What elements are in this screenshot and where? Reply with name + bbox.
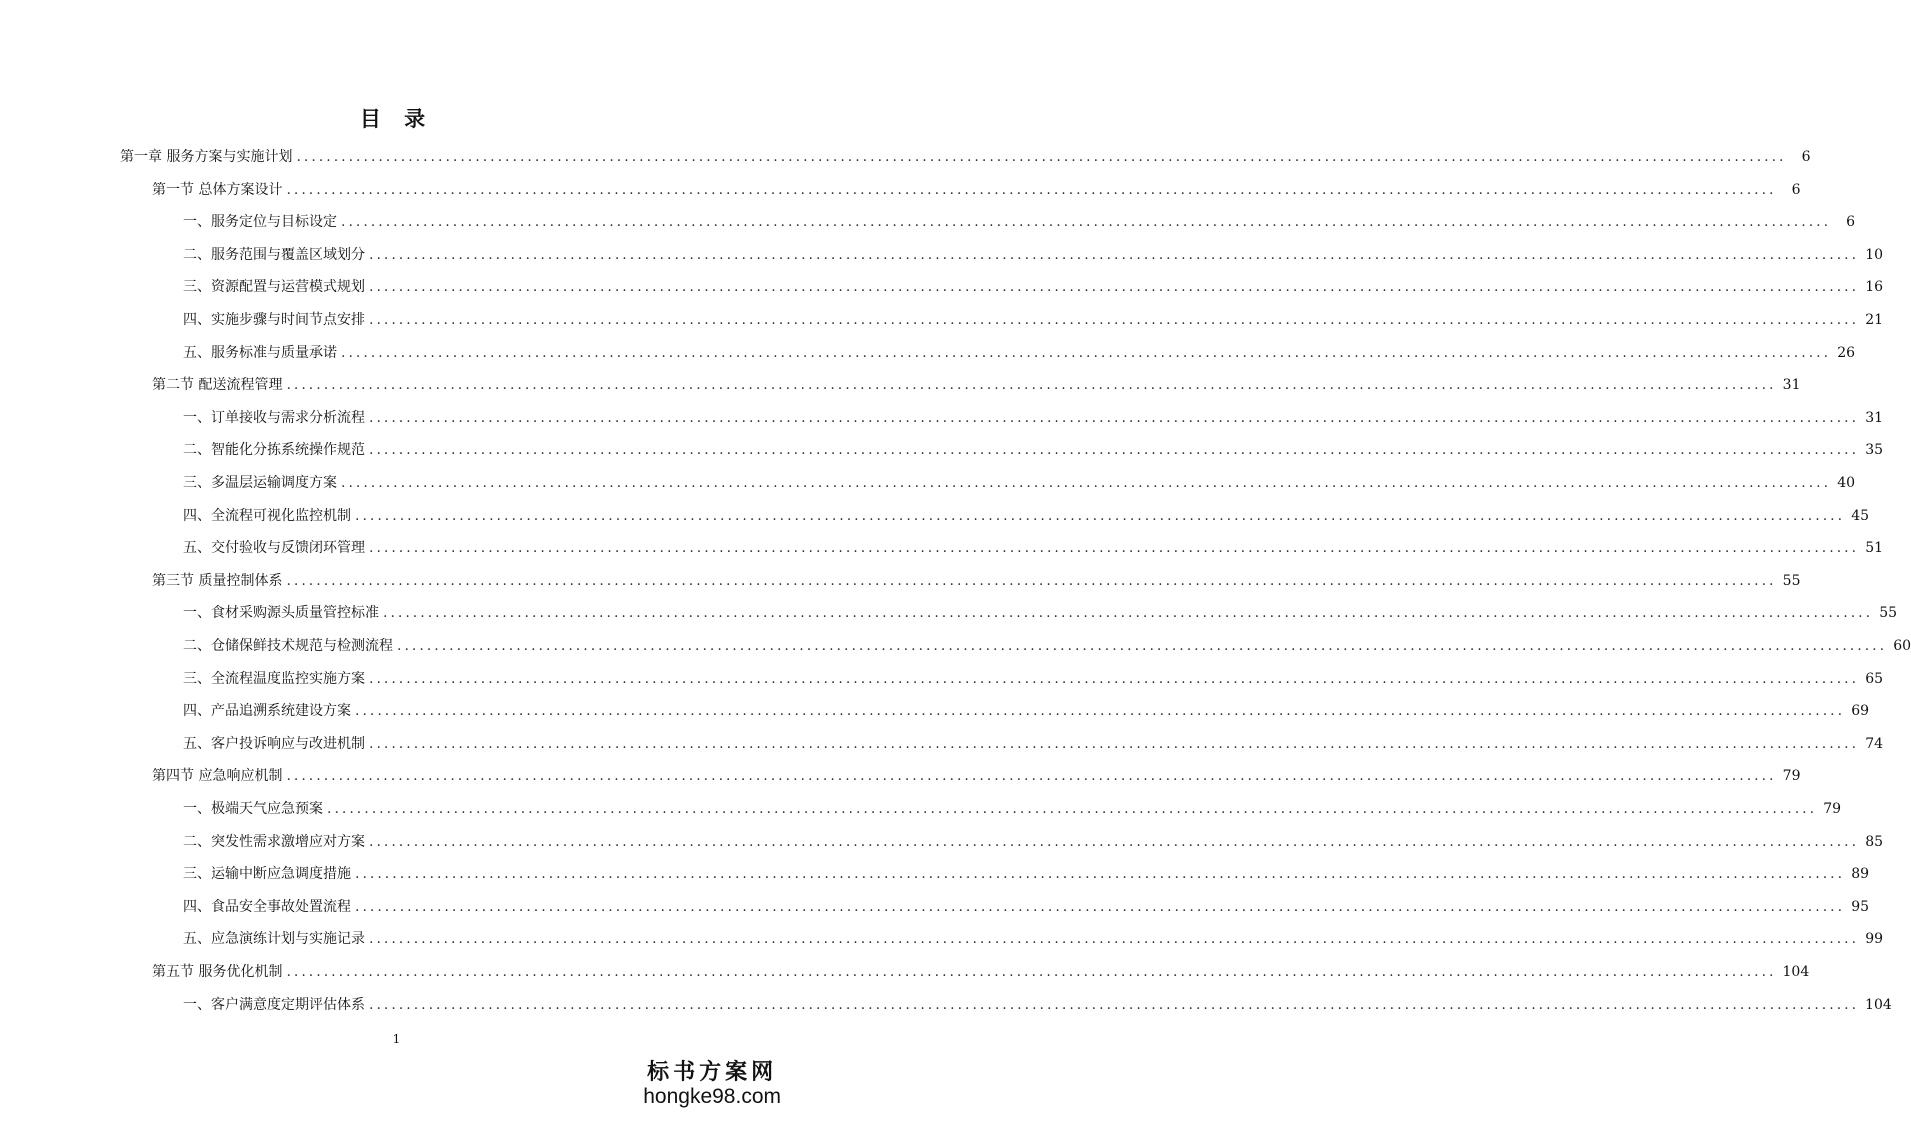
toc-entry-label: 第四节 应急响应机制 (152, 768, 283, 785)
toc-entry[interactable] (183, 729, 1884, 759)
toc-entry-page: 35 (1865, 442, 1884, 459)
toc-entry-label: 五、交付验收与反馈闭环管理 (183, 540, 365, 557)
toc-entry-label: 第一章 服务方案与实施计划 (120, 149, 293, 165)
toc-entry-page: 31 (1865, 409, 1884, 426)
toc-entry-label: 四、产品追溯系统建设方案 (183, 703, 351, 720)
toc-entry-label: 五、服务标准与质量承诺 (183, 344, 337, 361)
toc-title: 目 录 (359, 106, 434, 131)
toc-entry[interactable] (183, 794, 1842, 824)
toc-entry[interactable] (183, 664, 1884, 694)
toc-leader-dots: ........................................................................................................................................................................................................ (286, 768, 1777, 785)
toc-entry-label: 二、突发性需求激增应对方案 (183, 833, 365, 850)
toc-entry-page: 51 (1865, 540, 1884, 557)
toc-entry-page: 6 (1801, 149, 1811, 165)
toc-entry[interactable] (152, 370, 1801, 400)
toc-leader-dots: ........................................................................................................................................................................................................ (369, 931, 1860, 948)
toc-entry-page: 89 (1851, 866, 1870, 883)
toc-entry[interactable] (183, 468, 1856, 498)
toc-entry[interactable] (183, 598, 1898, 628)
toc-entry-label: 五、应急演练计划与实施记录 (183, 931, 365, 948)
toc-leader-dots: ........................................................................................................................................................................................................ (286, 181, 1777, 198)
toc-entry-page: 79 (1823, 801, 1842, 817)
toc-entry-page: 6 (1846, 214, 1856, 231)
toc-entry-label: 一、订单接收与需求分析流程 (183, 409, 365, 426)
toc-leader-dots: ........................................................................................................................................................................................................ (286, 377, 1777, 394)
toc-entry[interactable] (183, 501, 1870, 531)
toc-entry[interactable] (183, 338, 1856, 368)
toc-entry-page: 10 (1865, 246, 1884, 263)
toc-leader-dots: ........................................................................................................................................................................................................ (369, 312, 1860, 328)
toc-entry-page: 85 (1865, 833, 1884, 850)
toc-entry-label: 二、智能化分拣系统操作规范 (183, 442, 365, 459)
toc-entry-label: 四、全流程可视化监控机制 (183, 507, 351, 524)
toc-leader-dots: ........................................................................................................................................................................................................ (341, 214, 1832, 231)
toc-entry-page: 40 (1837, 475, 1856, 491)
toc-entry-page: 104 (1865, 996, 1892, 1013)
toc-leader-dots: ........................................................................................................................................................................................................ (286, 572, 1777, 589)
toc-leader-dots: ........................................................................................................................................................................................................ (341, 475, 1832, 491)
toc-entry-label: 四、实施步骤与时间节点安排 (183, 312, 365, 328)
toc-entry-label: 一、极端天气应急预案 (183, 801, 323, 817)
toc-entry-label: 二、仓储保鲜技术规范与检测流程 (183, 638, 393, 654)
toc-entry[interactable] (183, 696, 1870, 726)
toc-entry-label: 三、全流程温度监控实施方案 (183, 670, 365, 687)
toc-leader-dots: ........................................................................................................................................................................................................ (369, 996, 1860, 1013)
toc-entry[interactable] (183, 305, 1884, 335)
toc-entry[interactable] (183, 631, 1911, 661)
toc-entry-label: 第三节 质量控制体系 (152, 572, 283, 589)
toc-entry[interactable] (183, 207, 1856, 237)
toc-entry-page: 26 (1837, 344, 1856, 361)
toc-leader-dots: ........................................................................................................................................................................................................ (355, 866, 1846, 883)
toc-entry-label: 五、客户投诉响应与改进机制 (183, 735, 365, 752)
toc-entry[interactable] (152, 175, 1801, 205)
toc-entry-label: 三、运输中断应急调度措施 (183, 866, 351, 883)
toc-leader-dots: ........................................................................................................................................................................................................ (369, 246, 1860, 263)
toc-entry-page: 99 (1865, 931, 1884, 948)
toc-entry[interactable] (152, 566, 1801, 596)
toc-leader-dots: ........................................................................................................................................................................................................ (341, 344, 1832, 361)
toc-leader-dots: ........................................................................................................................................................................................................ (286, 964, 1777, 980)
toc-leader-dots: ........................................................................................................................................................................................................ (369, 833, 1860, 850)
toc-entry-label: 三、多温层运输调度方案 (183, 475, 337, 491)
toc-entry[interactable] (120, 142, 1811, 172)
toc-entry-label: 一、食材采购源头质量管控标准 (183, 605, 379, 622)
toc-entry-page: 95 (1851, 898, 1870, 915)
toc-leader-dots: ........................................................................................................................................................................................................ (369, 442, 1860, 459)
toc-entry-page: 45 (1851, 507, 1870, 524)
toc-entry-label: 四、食品安全事故处置流程 (183, 898, 351, 915)
toc-leader-dots: ........................................................................................................................................................................................................ (355, 507, 1846, 524)
toc-leader-dots: ........................................................................................................................................................................................................ (355, 898, 1846, 915)
toc-entry[interactable] (183, 240, 1884, 270)
toc-entry[interactable] (183, 533, 1884, 563)
toc-leader-dots: ........................................................................................................................................................................................................ (369, 670, 1860, 687)
toc-entry[interactable] (183, 272, 1884, 302)
toc-leader-dots: ........................................................................................................................................................................................................ (369, 279, 1860, 296)
toc-entry-label: 一、服务定位与目标设定 (183, 214, 337, 231)
toc-leader-dots: ........................................................................................................................................................................................................ (327, 801, 1818, 817)
toc-leader-dots: ........................................................................................................................................................................................................ (369, 735, 1860, 752)
toc-entry[interactable] (183, 924, 1884, 954)
toc-entry-page: 31 (1782, 377, 1801, 394)
toc-entry-page: 21 (1865, 312, 1884, 328)
toc-entry-page: 104 (1782, 964, 1810, 980)
toc-entry-label: 第五节 服务优化机制 (152, 964, 283, 980)
toc-entry[interactable] (152, 957, 1810, 987)
toc-entry-page: 79 (1782, 768, 1801, 785)
toc-entry[interactable] (183, 892, 1870, 922)
toc-leader-dots: ........................................................................................................................................................................................................ (397, 638, 1888, 654)
toc-entry-page: 16 (1865, 279, 1884, 296)
toc-entry-page: 69 (1851, 703, 1870, 720)
toc-entry-page: 6 (1791, 181, 1801, 198)
toc-entry[interactable] (183, 403, 1884, 433)
toc-entry[interactable] (183, 859, 1870, 889)
toc-entry[interactable] (183, 827, 1884, 857)
toc-entry[interactable] (183, 435, 1884, 465)
toc-leader-dots: ........................................................................................................................................................................................................ (369, 409, 1860, 426)
toc-leader-dots: ........................................................................................................................................................................................................ (296, 149, 1787, 165)
toc-leader-dots: ........................................................................................................................................................................................................ (355, 703, 1846, 720)
toc-entry-label: 一、客户满意度定期评估体系 (183, 996, 365, 1013)
toc-entry-label: 第二节 配送流程管理 (152, 377, 283, 394)
toc-entry-page: 65 (1865, 670, 1884, 687)
toc-entry-label: 第一节 总体方案设计 (152, 181, 283, 198)
toc-entry[interactable] (183, 990, 1892, 1020)
watermark-url: hongke98.com (643, 1085, 781, 1108)
toc-leader-dots: ........................................................................................................................................................................................................ (383, 605, 1874, 622)
toc-entry-label: 三、资源配置与运营模式规划 (183, 279, 365, 296)
page-number: 1 (392, 1032, 401, 1046)
toc-entry-label: 二、服务范围与覆盖区域划分 (183, 246, 365, 263)
toc-leader-dots: ........................................................................................................................................................................................................ (369, 540, 1860, 557)
toc-entry[interactable] (152, 761, 1801, 791)
toc-entry-page: 60 (1893, 638, 1911, 654)
watermark-logo (643, 1055, 781, 1108)
watermark-cn: 标书方案网 (647, 1059, 778, 1085)
toc-entry-page: 55 (1782, 572, 1801, 589)
toc-entry-page: 74 (1865, 735, 1884, 752)
toc-entry-page: 55 (1879, 605, 1898, 622)
